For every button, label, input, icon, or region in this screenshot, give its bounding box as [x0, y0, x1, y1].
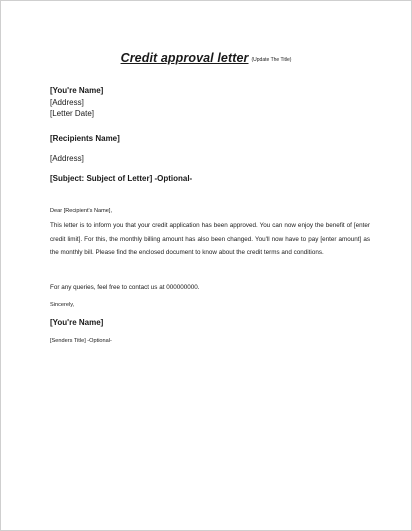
sender-address: [Address]	[50, 97, 84, 107]
closing: Sincerely,	[50, 302, 75, 308]
salutation: Dear [Recipient's Name],	[50, 208, 113, 214]
body-paragraph-2: For any queries, feel free to contact us at 000000000.	[50, 284, 200, 291]
recipient-name: [Recipients Name]	[50, 134, 120, 143]
title-note: (Update The Title)	[251, 57, 292, 63]
title-row	[1, 51, 411, 65]
sender-block	[50, 85, 103, 120]
letter-title: Credit approval letter	[120, 51, 249, 65]
letter-date: [Letter Date]	[50, 109, 95, 118]
sender-title: [Senders Title] -Optional-	[50, 338, 112, 344]
recipient-address: [Address]	[50, 154, 84, 163]
subject-line: [Subject: Subject of Letter] -Optional-	[50, 174, 193, 183]
signoff-name: [You're Name]	[50, 318, 104, 327]
sender-name: [You're Name]	[50, 86, 104, 95]
body-paragraph-1: This letter is to inform you that your credit application has been approved. You can now enjoy the benefit of [enter credit limit]. For this, the monthly billing amount has also been changed. You'll now have to pay [enter amount] as the monthly bill. Please find the enclosed document to know about the credit terms and conditions.	[50, 222, 370, 257]
